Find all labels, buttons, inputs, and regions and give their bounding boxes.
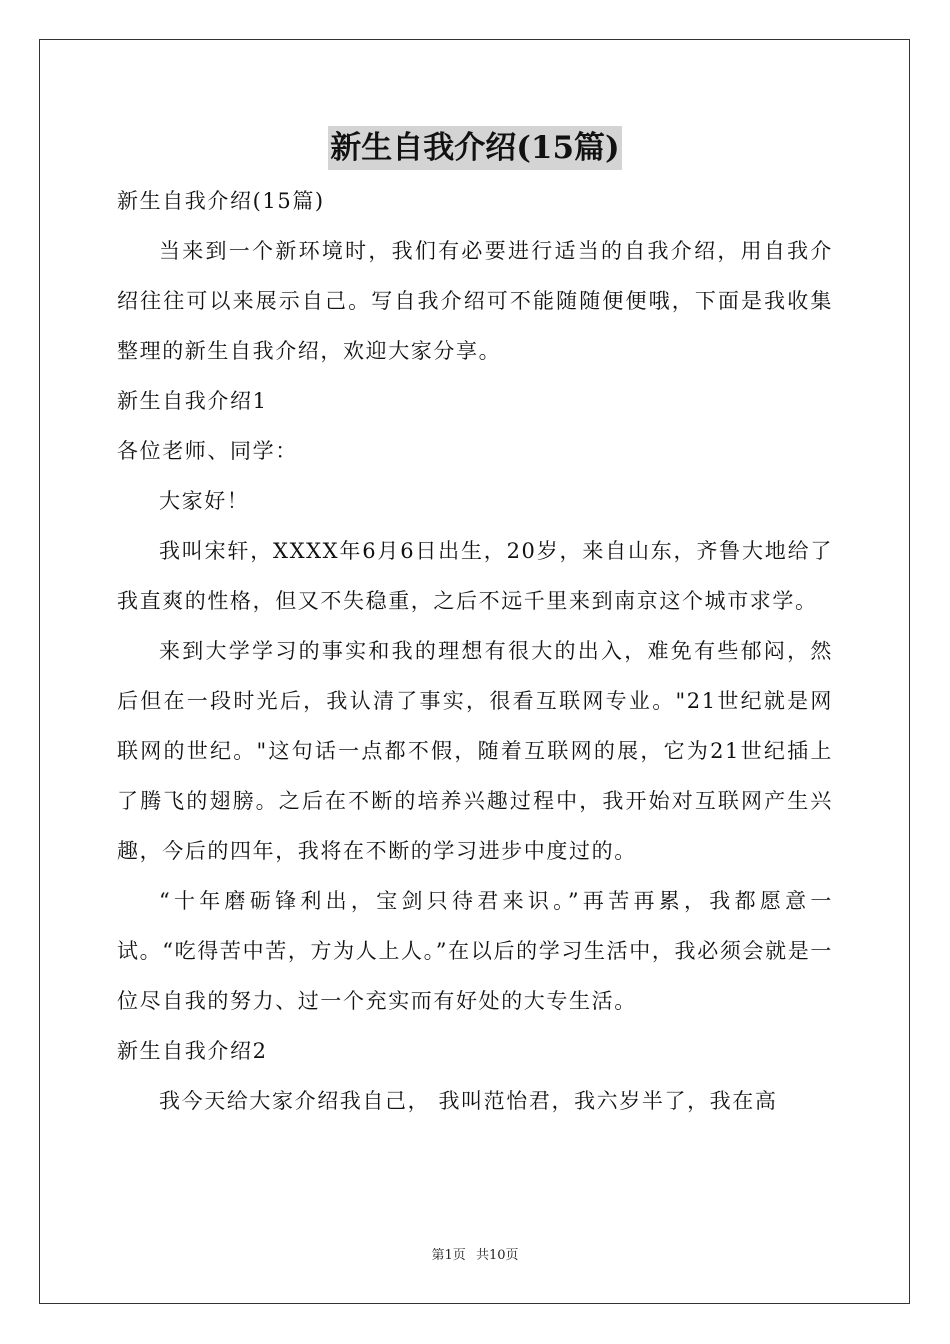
page-number: 第1页 <box>431 1248 466 1263</box>
paragraph-motto: “十年磨砺锋利出，宝剑只待君来识。”再苦再累，我都愿意一试。“吃得苦中苦，方为人上人。”在以后的学习生活中，我必须会就是一位尽自我的努力、过一个充实而有好处的大专生活。 <box>117 889 833 1013</box>
paragraph-subtitle: 新生自我介绍(15篇) <box>117 189 325 213</box>
page-total: 共10页 <box>475 1248 519 1263</box>
section-heading-2: 新生自我介绍2 <box>117 1039 268 1063</box>
paragraph-name-origin: 我叫宋轩，XXXX年6月6日出生，20岁，来自山东，齐鲁大地给了我直爽的性格，但又不失稳重，之后不远千里来到南京这个城市求学。 <box>117 539 833 613</box>
title-area <box>0 126 950 170</box>
section-heading-1: 新生自我介绍1 <box>117 389 268 413</box>
paragraph-intro: 当来到一个新环境时，我们有必要进行适当的自我介绍，用自我介绍往往可以来展示自己。写自我介绍可不能随随便便哦，下面是我收集整理的新生自我介绍，欢迎大家分享。 <box>117 239 833 363</box>
paragraph-intro-2: 我今天给大家介绍我自己， 我叫范怡君，我六岁半了，我在高 <box>159 1089 778 1113</box>
paragraph-hello: 大家好！ <box>159 489 250 513</box>
page-footer <box>0 1247 950 1265</box>
document-body <box>117 176 833 1126</box>
paragraph-university: 来到大学学习的事实和我的理想有很大的出入，难免有些郁闷，然后但在一段时光后，我认清了事实，很看互联网专业。"21世纪就是网联网的世纪。"这句话一点都不假，随着互联网的展，它为21世纪插上了腾飞的翅膀。之后在不断的培养兴趣过程中，我开始对互联网产生兴趣，今后的四年，我将在不断的学习进步中度过的。 <box>117 639 833 863</box>
document-title: 新生自我介绍(15篇) <box>328 126 621 170</box>
paragraph-greeting-audience: 各位老师、同学： <box>117 439 298 463</box>
